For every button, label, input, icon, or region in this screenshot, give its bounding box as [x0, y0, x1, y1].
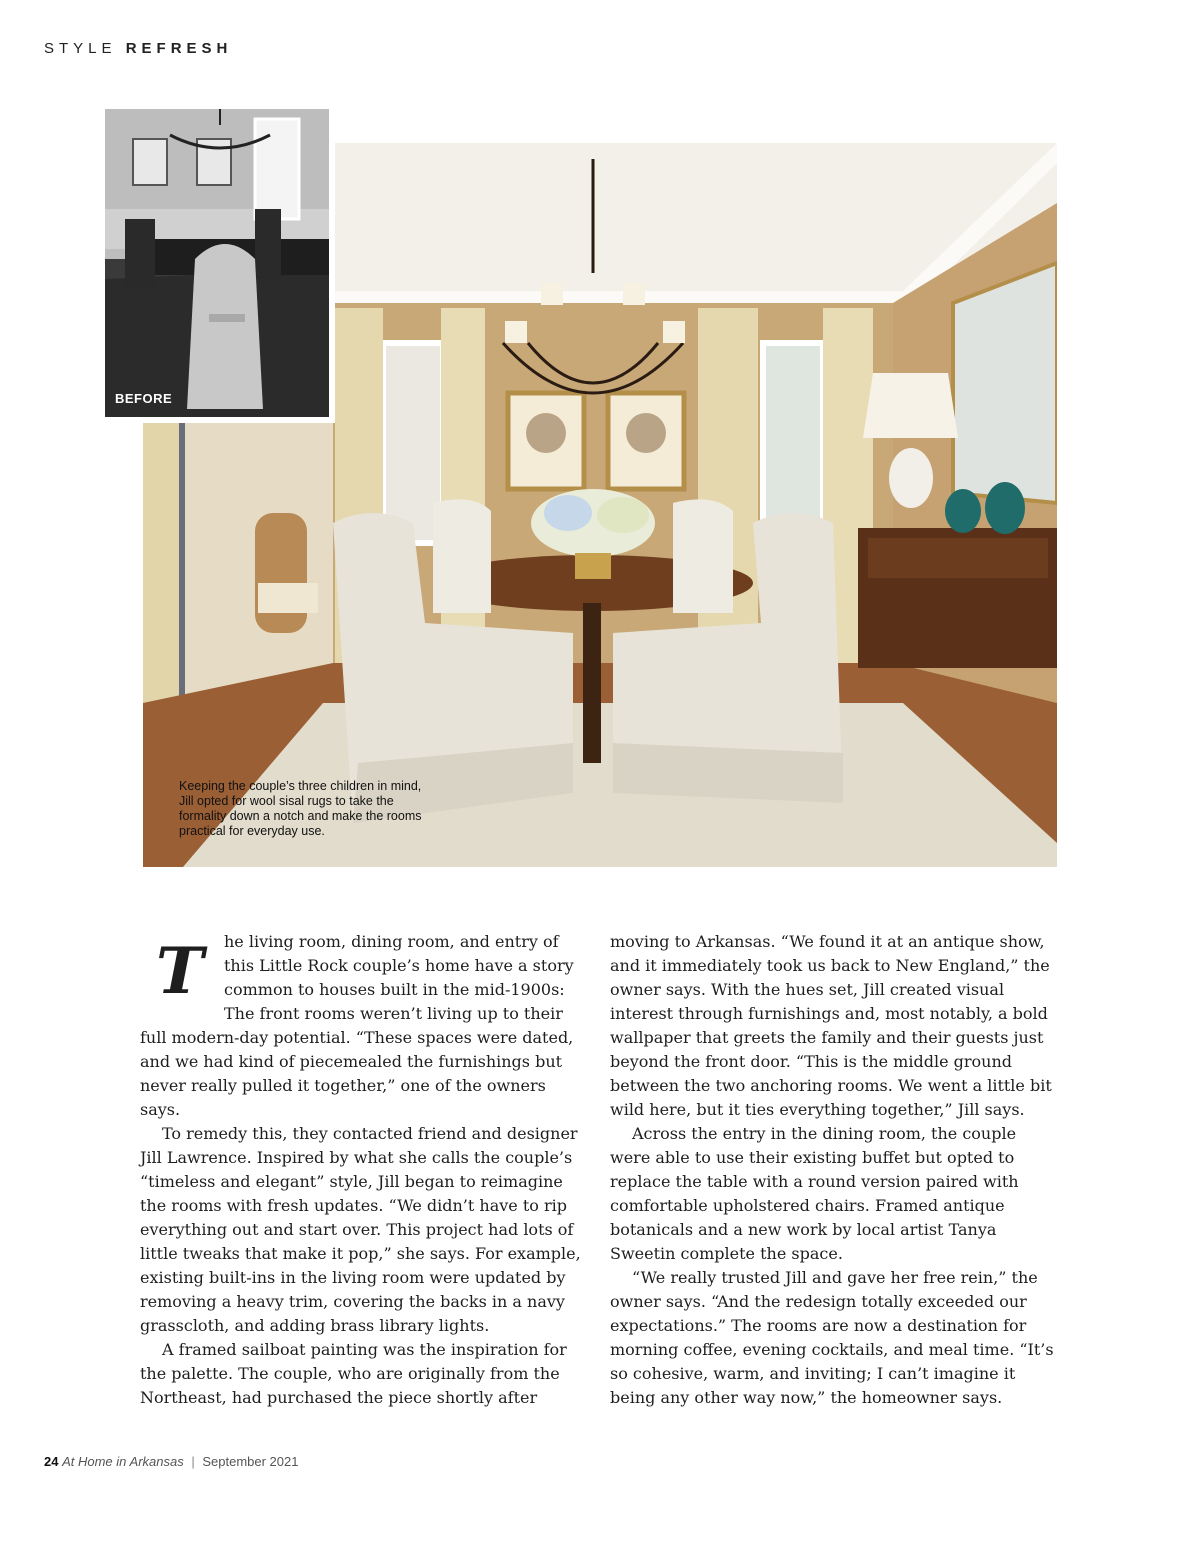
article-paragraph: A framed sailboat painting was the inspiration for the palette. The couple, who are originally from the Northeast, had purchased the piece shortly after — [140, 1340, 567, 1407]
article-paragraph: Across the entry in the dining room, the couple were able to use their existing buffet but opted to replace the table with a round version paired with comfortable upholstered chairs. Framed antique botanicals and a new work by local artist Tanya Sweetin complete the space. — [610, 1124, 1019, 1263]
section-label-light: STYLE — [44, 40, 117, 57]
article-paragraph: moving to Arkansas. “We found it at an antique show, and it immediately took us back to New England,” the owner says. With the hues set, Jill created visual interest through furnishings and, most notably, a bold wallpaper that greets the family and their guests just beyond the front door. “This is the middle ground between the two anchoring rooms. We went a little bit wild here, but it ties everything together,” Jill says. — [610, 932, 1052, 1119]
article-column-left — [140, 930, 582, 1410]
article-paragraph: To remedy this, they contacted friend and designer Jill Lawrence. Inspired by what she calls the couple’s “timeless and elegant” style, Jill began to reimagine the rooms with fresh updates. “We didn’t have to rip everything out and start over. This project had lots of little tweaks that make it pop,” she says. For example, existing built-ins in the living room were updated by removing a heavy trim, covering the backs in a navy grasscloth, and adding brass library lights. — [140, 1124, 581, 1335]
section-header — [44, 40, 232, 57]
photo-caption: Keeping the couple’s three children in mind, Jill opted for wool sisal rugs to take the formality down a notch and make the rooms practical for everyday use. — [179, 779, 422, 838]
article-column-right — [610, 930, 1058, 1410]
publication-name: At Home in Arkansas — [62, 1454, 184, 1469]
issue-date: September 2021 — [202, 1454, 299, 1469]
before-label: BEFORE — [115, 391, 173, 406]
drop-cap: T — [156, 934, 204, 1009]
section-label-bold: REFRESH — [125, 40, 233, 57]
page-footer — [44, 1454, 298, 1469]
footer-separator: | — [191, 1454, 195, 1469]
article-paragraph: he living room, dining room, and entry of this Little Rock couple’s home have a story common to houses built in the mid-1900s: The front rooms weren’t living up to their full modern-day potential. “These spaces were dated, and we had kind of piecemealed the furnishings but never really pulled it together,” one of the owners says. — [140, 932, 574, 1119]
before-photo-illustration — [105, 109, 329, 417]
article-paragraph: “We really trusted Jill and gave her free rein,” the owner says. “And the redesign totally exceeded our expectations.” The rooms are now a destination for morning coffee, evening cocktails, and meal time. “It’s so cohesive, warm, and inviting; I can’t imagine it being any other way now,” the homeowner says. — [610, 1268, 1054, 1407]
page-number: 24 — [44, 1454, 59, 1469]
before-photo — [105, 109, 335, 423]
